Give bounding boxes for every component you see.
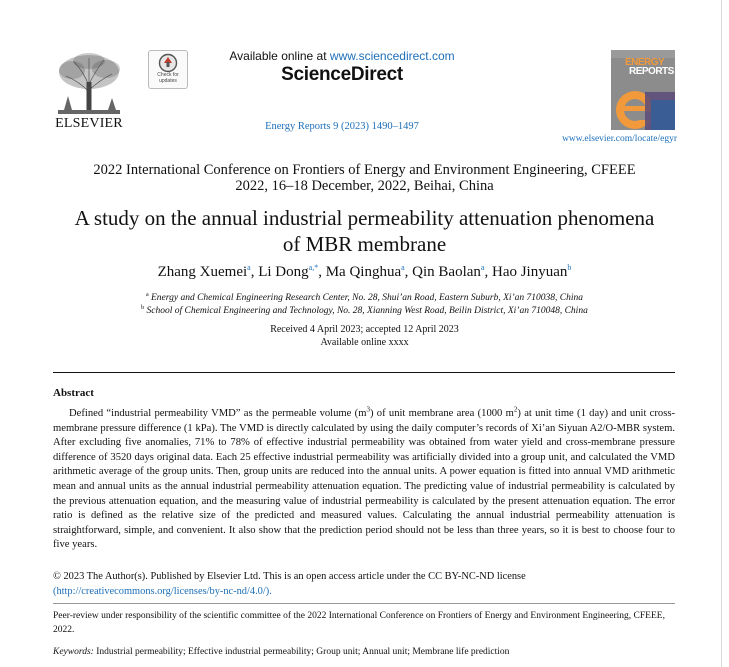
affiliation-a — [40, 292, 689, 303]
available-online-line — [190, 49, 494, 63]
title-line2: of MBR membrane — [282, 232, 447, 256]
updates-ring-icon — [149, 51, 187, 73]
cover-title-line2: REPORTS — [629, 66, 674, 77]
author-name: Zhang Xuemei — [157, 264, 248, 280]
author-name: Hao Jinyuan — [491, 264, 568, 280]
available-online-date: Available online xxxx — [320, 337, 409, 348]
platform-name: ScienceDirect — [281, 64, 403, 85]
conference-name — [40, 162, 689, 194]
journal-reference[interactable]: Energy Reports 9 (2023) 1490–1497 — [265, 121, 419, 132]
footnote-divider — [53, 603, 675, 604]
author-affil-mark[interactable]: a — [247, 263, 251, 272]
affiliation-text: Energy and Chemical Engineering Research Center, No. 28, Shui’an Road, Eastern Suburb, Xi’an 710038, China — [151, 293, 584, 304]
abstract-text-part2: ) of unit membrane area (1000 m — [369, 408, 514, 419]
check-for-updates-label: Check for updates — [157, 72, 179, 84]
license-statement — [53, 570, 675, 599]
elsevier-tree-logo — [52, 52, 126, 116]
journal-cover — [611, 50, 675, 130]
abstract-heading: Abstract — [53, 387, 94, 399]
check-for-updates-badge[interactable] — [148, 50, 188, 89]
abstract-text — [53, 407, 675, 553]
abstract-text-part3: ) at unit time (1 day) and unit cross-membrane pressure difference (1 kPa). The VMD is directly calculated by using the daily computer’s records of Xi’an Siyuan A2/O-MBR system. After excluding five anomalies, 71% to 78% of effective industrial permeability was obtained from water yield and cross-membrane pressure difference of 3520 days original data. Each 25 effective industrial permeability was artificially divided into a group unit, and calculated the VMD arithmetic average of the group units. Then, group units are reduced into the annual units. A power equation is fitted into annual VMD arithmetic mean and annual units as the annual industrial permeability attenuation equation. The predicting value of industrial permeability is calculated by the previous attenuation equation, and the measuring value of industrial permeability is calculated by the present attenuation equation. The error ratio is defined as the relative size of the predicted and measured values. Calculating the annual industrial permeability attenuation is straightforward, simple, and convenient. It also show that the prediction period should not be less than three years, so it is best to choose four to five years. — [53, 408, 675, 551]
publisher-name: ELSEVIER — [55, 116, 123, 131]
conference-line2: 2022, 16–18 December, 2022, Beihai, China — [235, 178, 494, 194]
author-affil-mark[interactable]: a — [401, 263, 405, 272]
license-link[interactable]: (http://creativecommons.org/licenses/by-nc-nd/4.0/). — [53, 585, 272, 597]
abstract-text-part1: Defined “industrial permeability VMD” as the permeable volume (m — [69, 408, 367, 419]
exponent-3: 3 — [366, 405, 370, 414]
author-name: Ma Qinghua — [325, 264, 402, 280]
author-affil-mark[interactable]: a — [480, 263, 485, 272]
cover-title-line1: ENERGY — [625, 57, 665, 68]
journal-homepage-link[interactable]: www.elsevier.com/locate/egyr — [562, 134, 677, 144]
article-title — [40, 205, 689, 257]
author-affil-mark[interactable]: a,* — [308, 263, 319, 272]
peer-review-note: Peer-review under responsibility of the scientific committee of the 2022 International Conference on Frontiers of Energy and Environment Engineering, CFEEE, 2022. — [53, 611, 665, 635]
affiliation-mark: b — [141, 305, 145, 311]
keywords-line — [53, 647, 675, 657]
affiliation-text: School of Chemical Engineering and Technology, No. 28, Xianning West Road, Beilin District, Xi’an 710048, China — [146, 306, 588, 317]
conference-line1: 2022 International Conference on Frontiers of Energy and Environment Engineering, CFEEE — [93, 162, 636, 178]
license-text: © 2023 The Author(s). Published by Elsevier Ltd. This is an open access article under the CC BY-NC-ND license — [53, 571, 526, 582]
affiliation-b — [40, 305, 689, 316]
author-name: Qin Baolan — [412, 264, 481, 280]
title-line1: A study on the annual industrial permeability attenuation phenomena — [74, 206, 655, 230]
page-edge-rule — [721, 0, 722, 667]
author-name: Li Dong — [258, 264, 309, 280]
keywords-list: Industrial permeability; Effective industrial permeability; Group unit; Annual unit; Membrane life prediction — [96, 647, 510, 657]
author-list: Zhang Xuemei$^a$, Li Dong$^{a,*}$, Ma Qinghua$^a$, Qin Baolan$^a$, Hao Jinyuan$^b$ — [157, 263, 572, 280]
section-divider — [53, 372, 675, 373]
author-affil-mark[interactable]: b — [567, 263, 572, 272]
available-prefix: Available online at — [229, 49, 330, 63]
exponent-2: 2 — [513, 405, 518, 414]
received-date: Received 4 April 2023; accepted 12 April 2023 — [270, 324, 459, 335]
sciencedirect-link[interactable]: www.sciencedirect.com — [329, 49, 455, 63]
keywords-label: Keywords: — [53, 647, 94, 657]
affiliation-mark: a — [145, 292, 149, 298]
